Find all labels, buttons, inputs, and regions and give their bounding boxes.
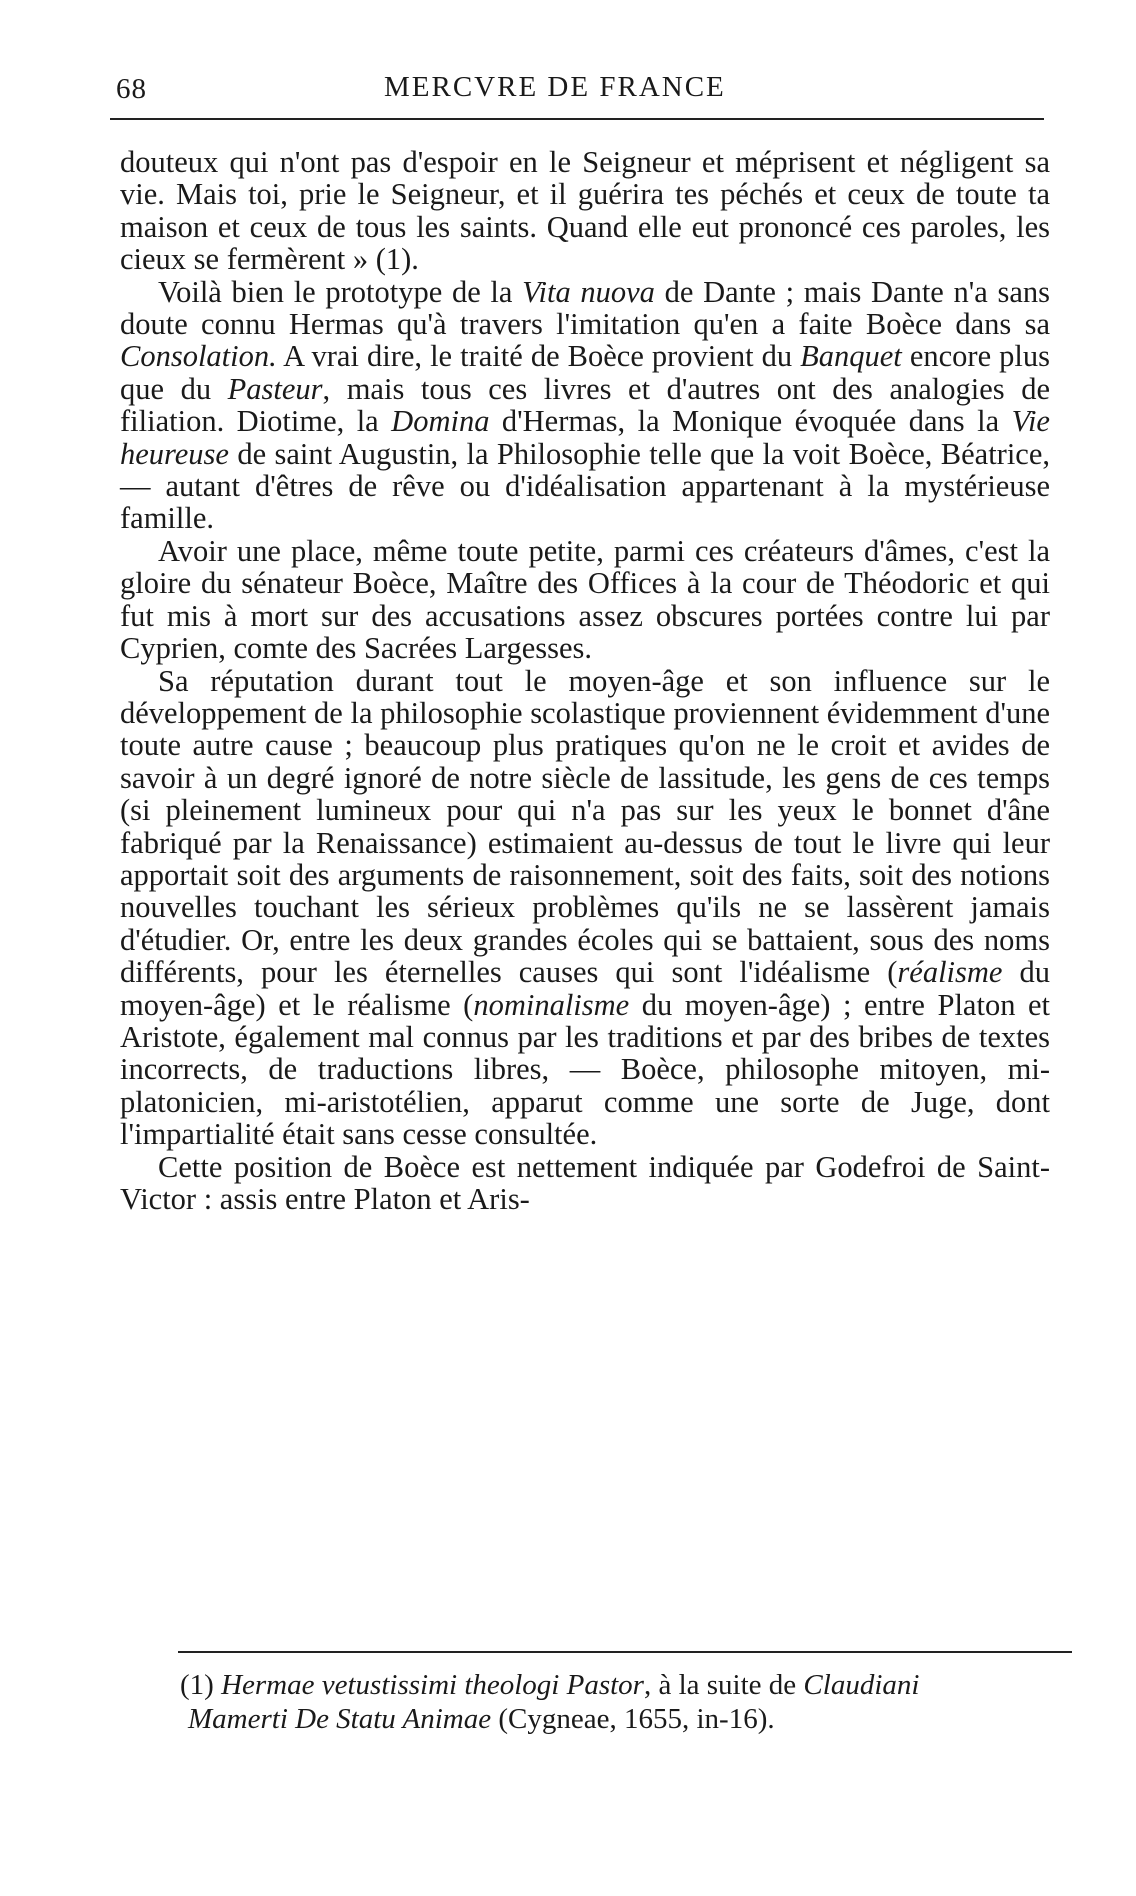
- text-segment: de saint Augustin, la Philosophie telle que la voit Boèce, Béatrice, — autant d'êtres de rêve ou d'idéalisation appartenant à la mystérieuse famille.: [120, 436, 1050, 536]
- italic-text-segment: nominalisme: [473, 987, 630, 1022]
- italic-text-segment: Banquet: [800, 339, 902, 374]
- text-segment: du moyen-âge) et le réalisme (: [120, 955, 1051, 1022]
- paragraph-5: [120, 1151, 1050, 1216]
- italic-text-segment: Claudiani: [803, 1669, 920, 1701]
- italic-text-segment: Hermae vetustissimi theologi Pastor: [221, 1669, 644, 1701]
- italic-text-segment: Consolation.: [120, 339, 277, 374]
- paragraph-4: [120, 665, 1050, 1151]
- footnote-line-1: [180, 1668, 1080, 1702]
- footnote-line-2: [180, 1702, 1080, 1736]
- text-segment: douteux qui n'ont pas d'espoir en le Seigneur et méprisent et négligent sa vie. Mais toi, prie le Seigneur, et il guérira tes péchés et ceux de toute ta maison et ceux de tous les saints. Quand elle eut prononcé ces paroles, les cieux se fermèrent » (1).: [120, 145, 1050, 277]
- paragraph-2: [120, 276, 1050, 535]
- text-segment: encore plus que du: [120, 339, 1050, 406]
- text-segment: Cette position de Boèce est nettement indiquée par Godefroi de Saint-Victor : assis entre Platon et Aris-: [120, 1149, 1050, 1216]
- page-number: 68: [116, 73, 147, 105]
- text-segment: (Cygneae, 1655, in-16).: [491, 1703, 775, 1735]
- running-header: [112, 66, 1052, 110]
- text-segment: (1): [180, 1669, 222, 1701]
- text-segment: Voilà bien le prototype de la: [158, 274, 523, 309]
- footnote-rule: [178, 1651, 1072, 1653]
- text-segment: , mais tous ces livres et d'autres ont des analogies de filiation. Diotime, la: [120, 371, 1050, 439]
- text-segment: de Dante ; mais Dante n'a sans doute connu Hermas qu'à travers l'imitation qu'en a faite Boèce dans sa: [120, 274, 1051, 342]
- italic-text-segment: Pasteur: [227, 371, 323, 406]
- text-segment: Avoir une place, même toute petite, parmi ces créateurs d'âmes, c'est la gloire du sénateur Boèce, Maître des Offices à la cour de Théodoric et qui fut mis à mort sur des accusations assez obscures portées contre lui par Cyprien, comte des Sacrées Largesses.: [120, 533, 1050, 666]
- text-segment: du moyen-âge) ; entre Platon et Aristote, également mal connus par les traditions et par des bribes de textes incorrects, de traductions libres, — Boèce, philosophe mitoyen, mi-platonicien, mi-aristotélien, apparut comme une sorte de Juge, dont l'impartialité était sans cesse consultée.: [120, 987, 1050, 1152]
- italic-text-segment: Vita nuova: [522, 274, 655, 309]
- italic-text-segment: Vie heureuse: [120, 404, 1050, 471]
- italic-text-segment: Domina: [391, 404, 490, 439]
- body-text: [120, 146, 1050, 1215]
- footnote: [180, 1668, 1080, 1736]
- text-segment: d'Hermas, la Monique évoquée dans la: [489, 404, 1012, 439]
- paragraph-3: [120, 535, 1050, 665]
- italic-text-segment: réalisme: [897, 955, 1003, 990]
- italic-text-segment: Mamerti De Statu Animae: [188, 1703, 492, 1735]
- text-segment: A vrai dire, le traité de Boèce provient du: [276, 339, 801, 374]
- paragraph-1: [120, 146, 1050, 276]
- header-rule: [110, 118, 1044, 120]
- text-segment: Sa réputation durant tout le moyen-âge et son influence sur le développement de la philosophie scolastique proviennent évidemment d'une toute autre cause ; beaucoup plus pratiques qu'on ne le croit et avides de savoir à un degré ignoré de notre siècle de lassitude, les gens de ces temps (si pleinement lumineux pour qui n'a pas sur les yeux le bonnet d'âne fabriqué par la Renaissance) estimaient au-dessus de tout le livre qui leur apportait soit des arguments de raisonnement, soit des faits, soit des notions nouvelles touchant les sérieux problèmes qu'ils ne se lassèrent jamais d'étudier. Or, entre les deux grandes écoles qui se battaient, sous des noms différents, pour les éternelles causes qui sont l'idéalisme (: [120, 663, 1050, 990]
- journal-title: MERCVRE DE FRANCE: [384, 71, 726, 103]
- text-segment: , à la suite de: [643, 1669, 804, 1701]
